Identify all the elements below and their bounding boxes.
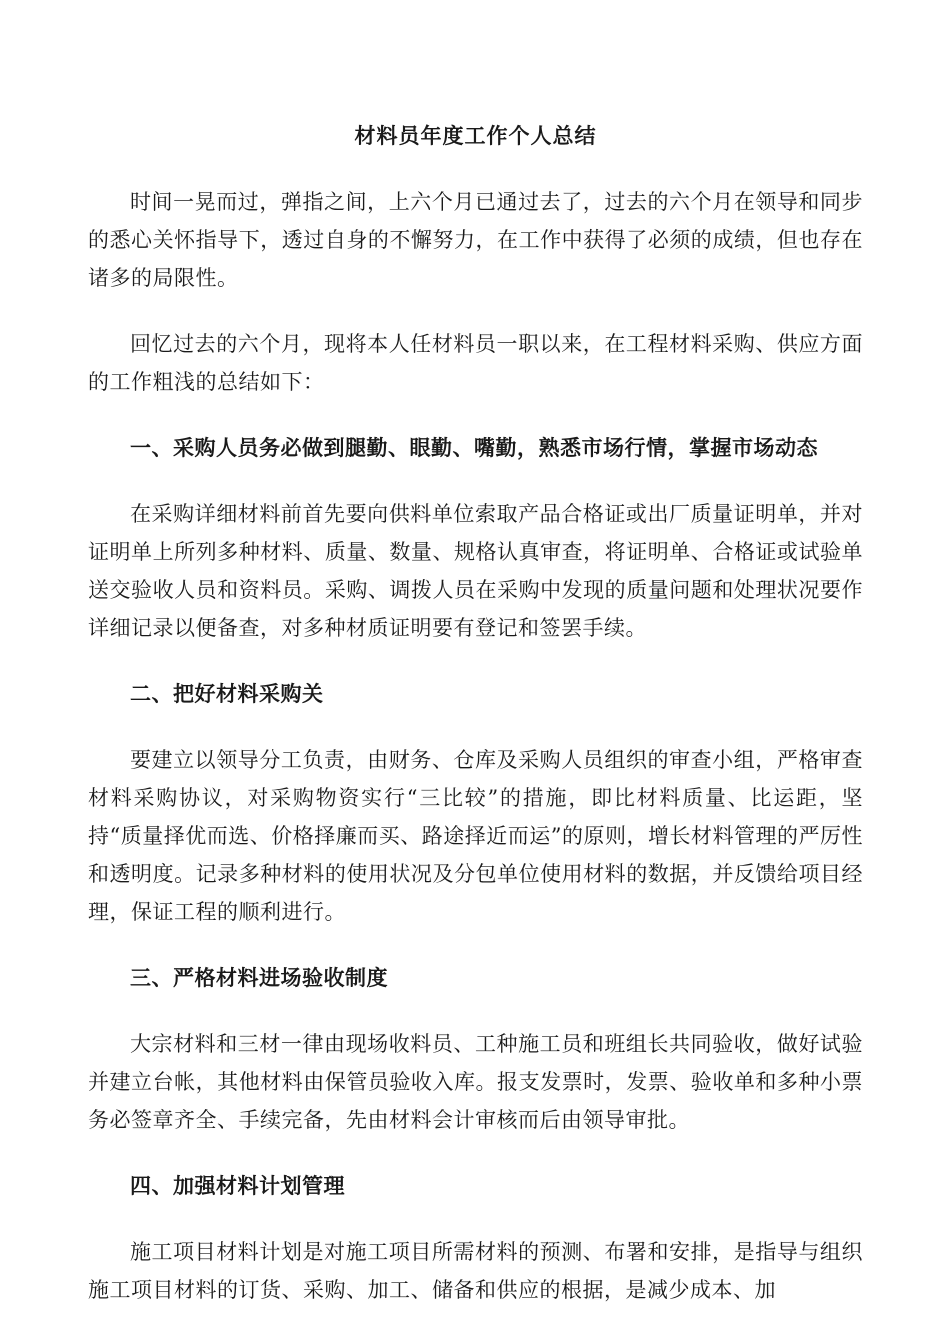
section-paragraph: 在采购详细材料前首先要向供料单位索取产品合格证或出厂质量证明单，并对证明单上所列多种材料、质量、数量、规格认真审查，将证明单、合格证或试验单送交验收人员和资料员。采购、调拨人员在采购中发现的质量问题和处理状况要作详细记录以便备查，对多种材质证明要有登记和签罢手续。 bbox=[88, 502, 863, 640]
section-paragraph: 施工项目材料计划是对施工项目所需材料的预测、布署和安排，是指导与组织施工项目材料的订货、采购、加工、储备和供应的根据，是减少成本、加 bbox=[88, 1240, 863, 1302]
intro-paragraph: 时间一晃而过，弹指之间，上六个月已通过去了，过去的六个月在领导和同步的悉心关怀指导下，透过自身的不懈努力，在工作中获得了必须的成绩，但也存在诸多的局限性。 bbox=[88, 190, 863, 290]
section-heading: 四、加强材料计划管理 bbox=[130, 1173, 345, 1198]
document-body bbox=[88, 117, 863, 1337]
section-heading: 一、采购人员务必做到腿勤、眼勤、嘴勤，熟悉市场行情，掌握市场动态 bbox=[130, 435, 818, 460]
document-title: 材料员年度工作个人总结 bbox=[354, 123, 597, 148]
section-heading: 三、严格材料进场验收制度 bbox=[130, 965, 388, 990]
section-paragraph: 大宗材料和三材一律由现场收料员、工种施工员和班组长共同验收，做好试验并建立台帐，其他材料由保管员验收入库。报支发票时，发票、验收单和多种小票务必签章齐全、手续完备，先由材料会计审核而后由领导审批。 bbox=[88, 1032, 863, 1132]
section-heading: 二、把好材料采购关 bbox=[130, 681, 324, 706]
section-paragraph: 要建立以领导分工负责，由财务、仓库及采购人员组织的审查小组，严格审查材料采购协议，对采购物资实行“三比较”的措施，即比材料质量、比运距，坚持“质量择优而选、价格择廉而买、路途择近而运”的原则，增长材料管理的严厉性和透明度。记录多种材料的使用状况及分包单位使用材料的数据，并反馈给项目经理，保证工程的顺利进行。 bbox=[88, 748, 863, 924]
intro-paragraph: 回忆过去的六个月，现将本人任材料员一职以来，在工程材料采购、供应方面的工作粗浅的总结如下： bbox=[88, 332, 863, 394]
